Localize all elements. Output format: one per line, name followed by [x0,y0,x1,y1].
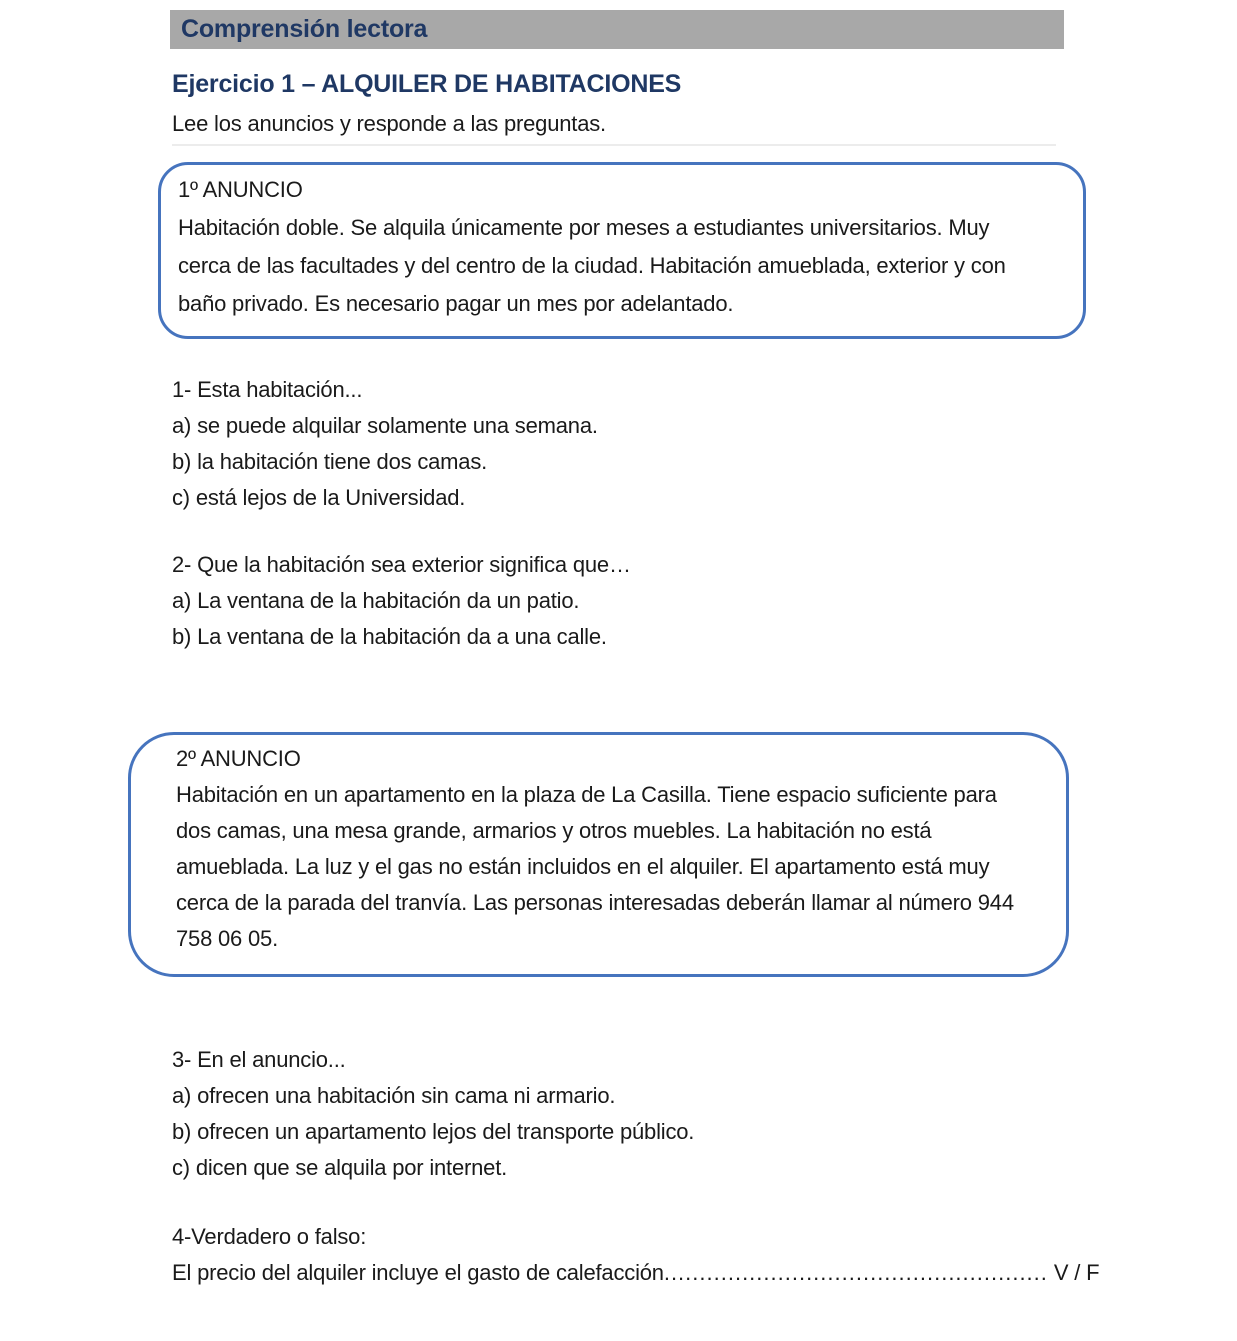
question-3-prompt: 3- En el anuncio... [172,1047,346,1072]
page-title: Ejercicio 1 – ALQUILER DE HABITACIONES [172,70,682,98]
anuncio-1-line-1: Habitación doble. Se alquila únicamente por meses a estudiantes universitarios. Muy [178,215,990,240]
question-1-block [172,372,598,516]
anuncio-1-line-2: cerca de las facultades y del centro de la ciudad. Habitación amueblada, exterior y con [178,253,1006,278]
instructions-text: Lee los anuncios y responde a las preguntas. [172,111,606,136]
question-2-block [172,547,631,655]
anuncio-2-line-5: 758 06 05. [176,926,278,951]
anuncio-1-line-3: baño privado. Es necesario pagar un mes por adelantado. [178,291,734,316]
question-2-option-a: a) La ventana de la habitación da un patio. [172,588,580,613]
question-1-option-a: a) se puede alquilar solamente una semana. [172,413,598,438]
question-4-statement: El precio del alquiler incluye el gasto de calefacción [172,1260,664,1285]
true-false-answer: V / F [1053,1260,1100,1285]
anuncio-1-box [158,162,1086,339]
question-4-prompt: 4-Verdadero o falso: [172,1224,367,1249]
question-1-option-b: b) la habitación tiene dos camas. [172,449,488,474]
anuncio-1-heading: 1º ANUNCIO [178,177,303,202]
section-header-bar [170,10,1064,49]
anuncio-2-line-1: Habitación en un apartamento en la plaza de La Casilla. Tiene espacio suficiente para [176,782,997,807]
question-3-option-c: c) dicen que se alquila por internet. [172,1155,508,1180]
anuncio-2-heading: 2º ANUNCIO [176,746,301,771]
divider-line [172,144,1056,146]
anuncio-2-box [128,732,1069,977]
question-3-block [172,1042,694,1186]
question-2-prompt: 2- Que la habitación sea exterior significa que… [172,552,631,577]
question-3-option-b: b) ofrecen un apartamento lejos del transporte público. [172,1119,695,1144]
question-4-statement-row [172,1255,1099,1291]
question-3-option-a: a) ofrecen una habitación sin cama ni armario. [172,1083,616,1108]
anuncio-2-line-2: dos camas, una mesa grande, armarios y otros muebles. La habitación no está [176,818,932,843]
anuncio-2-line-3: amueblada. La luz y el gas no están incluidos en el alquiler. El apartamento está muy [176,854,990,879]
section-header-label: Comprensión lectora [181,15,428,43]
question-1-prompt: 1- Esta habitación... [172,377,363,402]
anuncio-2-line-4: cerca de la parada del tranvía. Las personas interesadas deberán llamar al número 944 [176,890,1014,915]
question-4-block [172,1219,1099,1291]
dotted-leader: ...................................................... [663,1260,1048,1285]
question-1-option-c: c) está lejos de la Universidad. [172,485,466,510]
question-2-option-b: b) La ventana de la habitación da a una calle. [172,624,607,649]
